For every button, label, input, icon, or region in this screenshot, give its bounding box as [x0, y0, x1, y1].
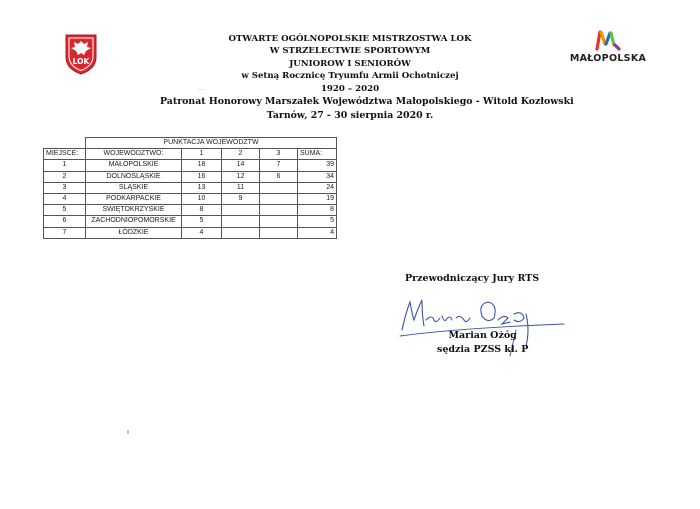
table-row: [44, 193, 337, 204]
cell-sum: 4: [298, 227, 337, 238]
header-line-years: 1920 – 2020: [320, 83, 380, 94]
cell-sum: 5: [298, 216, 337, 227]
cell-score-3: [260, 227, 298, 238]
cell-score-1: 10: [182, 193, 222, 204]
cell-place: 3: [44, 182, 86, 193]
header-line-anniversary: w Setną Rocznicę Tryumfu Armii Ochotniczej: [241, 71, 459, 82]
cell-score-3: 7: [260, 160, 298, 171]
scoring-table: [43, 137, 337, 239]
cell-place: 5: [44, 205, 86, 216]
scan-speck: [127, 430, 129, 434]
cell-score-1: 4: [182, 227, 222, 238]
cell-voivodeship: ŚWIĘTOKRZYSKIE: [86, 205, 182, 216]
header-col-1: 1: [182, 149, 222, 160]
cell-place: 7: [44, 227, 86, 238]
cell-score-3: [260, 193, 298, 204]
cell-score-1: 8: [182, 205, 222, 216]
cell-score-1: 13: [182, 182, 222, 193]
cell-sum: 8: [298, 205, 337, 216]
header-sum: SUMA:: [298, 149, 337, 160]
malopolska-logo: [566, 30, 650, 64]
cell-score-2: 12: [222, 171, 260, 182]
cell-place: 6: [44, 216, 86, 227]
cell-sum: 34: [298, 171, 337, 182]
cell-score-1: 5: [182, 216, 222, 227]
cell-voivodeship: ŚLĄSKIE: [86, 182, 182, 193]
cell-score-2: [222, 216, 260, 227]
malopolska-m-icon: [595, 30, 621, 50]
cell-score-1: 18: [182, 160, 222, 171]
table-row: [44, 171, 337, 182]
header-voivodeship: WOJEWÓDZTWO:: [86, 149, 182, 160]
cell-score-2: [222, 227, 260, 238]
header-line-patronage: Patronat Honorowy Marszałek Województwa Małopolskiego - Witold Kozłowski: [160, 96, 574, 108]
cell-score-2: 11: [222, 182, 260, 193]
cell-score-3: 6: [260, 171, 298, 182]
header-line-categories: JUNIOROW I SENIORÓW: [289, 58, 411, 69]
document-header: [160, 33, 574, 122]
cell-place: 4: [44, 193, 86, 204]
cell-place: 1: [44, 160, 86, 171]
header-line-place-date: Tarnów, 27 - 30 sierpnia 2020 r.: [266, 109, 434, 121]
header-place: MIEJSCE:: [44, 149, 86, 160]
cell-score-3: [260, 205, 298, 216]
header-line-title: OTWARTE OGÓLNOPOLSKIE MISTRZOSTWA LOK: [228, 34, 472, 44]
cell-score-3: [260, 216, 298, 227]
table-title: PUNKTACJA WOJEWÓDZTW: [86, 138, 337, 149]
header-col-2: 2: [222, 149, 260, 160]
cell-score-2: 9: [222, 193, 260, 204]
table-row: [44, 216, 337, 227]
cell-voivodeship: MAŁOPOLSKIE: [86, 160, 182, 171]
cell-place: 2: [44, 171, 86, 182]
table-row: [44, 182, 337, 193]
jury-role: Przewodniczący Jury RTS: [405, 273, 540, 284]
cell-score-2: [222, 205, 260, 216]
cell-sum: 39: [298, 160, 337, 171]
table-row: [44, 160, 337, 171]
cell-voivodeship: ŁÓDZKIE: [86, 227, 182, 238]
malopolska-text: MAŁOPOLSKA: [569, 53, 647, 64]
signer-title: sędzia PZSS kl. P: [437, 344, 529, 355]
signer-block: [437, 329, 528, 357]
table-header-row: [44, 149, 337, 160]
cell-score-3: [260, 182, 298, 193]
cell-sum: 24: [298, 182, 337, 193]
signer-name: Marian Ożóg: [448, 330, 517, 341]
shield-eagle-icon: [64, 33, 98, 75]
cell-voivodeship: PODKARPACKIE: [86, 193, 182, 204]
header-line-discipline: W STRZELECTWIE SPORTOWYM: [269, 46, 431, 57]
table-title-row: [44, 138, 337, 149]
cell-voivodeship: DOLNOŚLĄSKIE: [86, 171, 182, 182]
cell-voivodeship: ZACHODNIOPOMORSKIE: [86, 216, 182, 227]
table-row: [44, 227, 337, 238]
lok-logo-text: LOK: [72, 57, 90, 66]
cell-score-2: 14: [222, 160, 260, 171]
header-col-3: 3: [260, 149, 298, 160]
cell-sum: 19: [298, 193, 337, 204]
table-row: [44, 205, 337, 216]
signature-script: Marian Ożóg: [198, 90, 205, 91]
cell-score-1: 16: [182, 171, 222, 182]
lok-logo: [64, 33, 98, 75]
